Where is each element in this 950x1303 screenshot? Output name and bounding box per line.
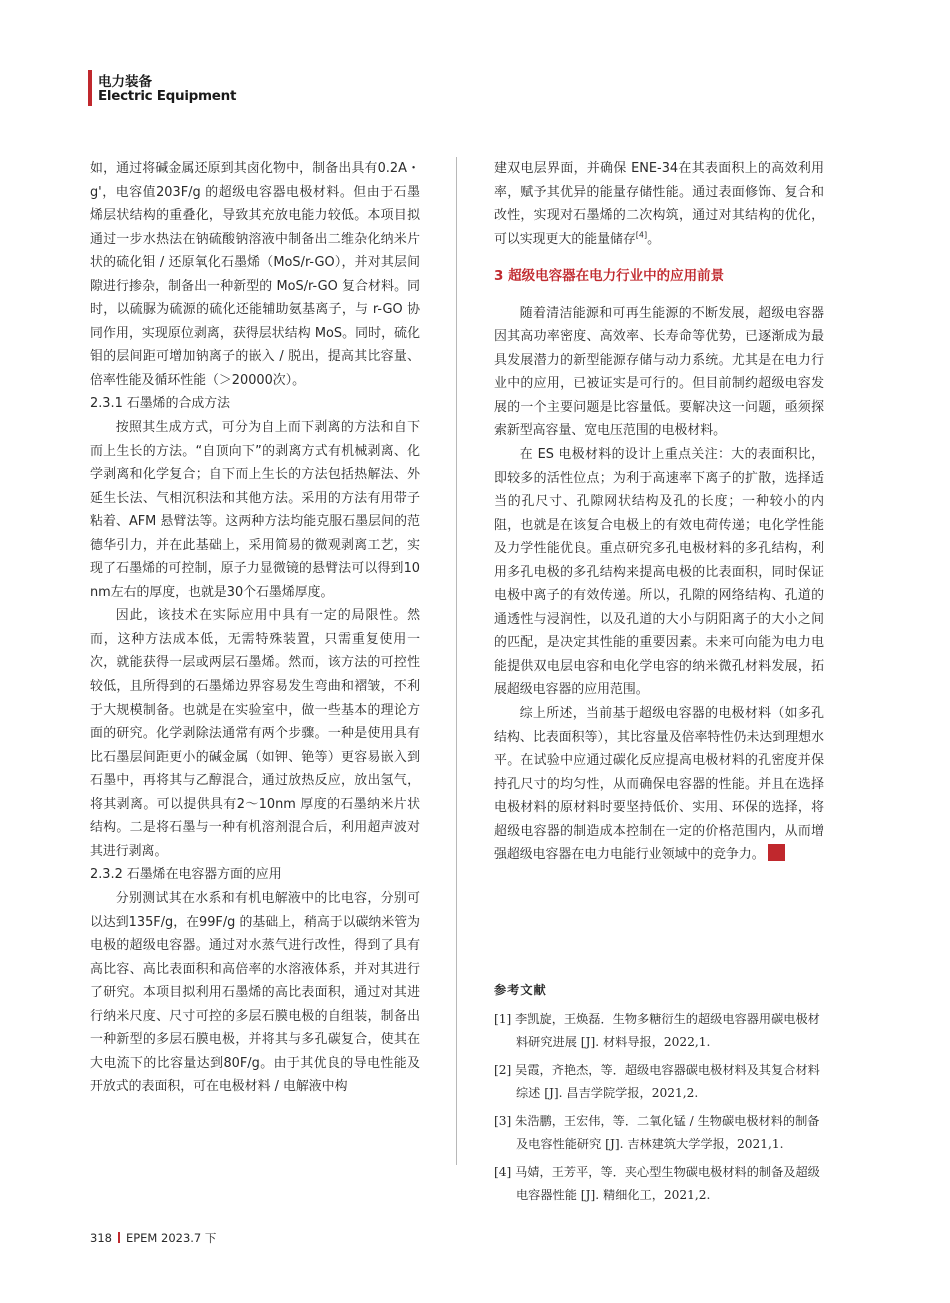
references — [494, 979, 830, 1212]
issue-label: EPEM 2023.7 下 — [125, 1231, 217, 1245]
right-paragraph-3: 在 ES 电极材料的设计上重点关注：大的表面积比，即较多的活性位点；为利于高速率下离子的扩散，选择适当的孔尺寸、孔隙网状结构及孔的长度；一种较小的内阻，也就是在该复合电极上的有效电荷传递；电化学性能及力学性能优良。重点研究多孔电极材料的多孔结构，利用多孔电极的多孔结构来提高电极的比表面积，同时保证电极中离子的有效传递。所以，孔隙的网络结构、孔道的通透性与浸润性，以及孔道的大小与阴阳离子的大小之间的匹配，是决定其性能的重要因素。未来可向能为电力电能提供双电层电容和电化学电容的纳米微孔材料发展，拓展超级电容器的应用范围。 — [494, 447, 824, 698]
subsection-2-3-1-heading: 2.3.1 石墨烯的合成方法 — [90, 396, 231, 412]
page-footer — [90, 1230, 216, 1246]
footer-separator — [118, 1232, 120, 1243]
reference-item: [4] 马婧，王芳平，等．夹心型生物碳电极材料的制备及超级电容器性能 [J]. 精细化工，2021,2. — [494, 1164, 820, 1202]
journal-title-cn: 电力装备 — [98, 74, 152, 90]
left-column — [90, 157, 420, 1099]
left-paragraph-4: 分别测试其在水系和有机电解液中的比电容，分别可以达到135F/g，在99F/g 的基础上，稍高于以碳纳米管为电极的超级电容器。通过对水蒸气进行改性，得到了具有高比容、高比表面积和高倍率的水溶液体系，并对其进行了研究。本项目拟利用石墨烯的高比表面积，通过对其进行纳米尺度、尺寸可控的多层石膜电极的自组装，制备出一种新型的多层石膜电极，并将其与多孔碳复合，使其在大电流下的比容量达到80F/g。由于其优良的导电性能及开放式的表面积，可在电极材料 / 电解液中构 — [90, 890, 420, 1095]
left-paragraph-3: 因此，该技术在实际应用中具有一定的局限性。然而，这种方法成本低，无需特殊装置，只需重复使用一次，就能获得一层或两层石墨烯。然而，该方法的可控性较低，且所得到的石墨烯边界容易发生弯曲和褶皱，不利于大规模制备。也就是在实验室中，做一些基本的理论方面的研究。化学剥除法通常有两个步骤。一种是使用具有比石墨层间距更小的碱金属（如钾、铯等）更容易嵌入到石墨中，再将其与乙醇混合，通过放热反应，放出氢气，将其剥离。可以提供具有2～10nm 厚度的石墨纳米片状结构。二是将石墨与一种有机溶剂混合后，利用超声波对其进行剥离。 — [90, 608, 420, 859]
journal-title-en: Electric Equipment — [98, 88, 237, 104]
subsection-2-3-2-heading: 2.3.2 石墨烯在电容器方面的应用 — [90, 867, 282, 883]
right-paragraph-4-text: 综上所述，当前基于超级电容器的电极材料（如多孔结构、比表面积等），其比容量及倍率特性仍未达到理想水平。在试验中应通过碳化反应提高电极材料的孔密度并保持孔尺寸的均匀性，从而确保电容器的性能。并且在选择电极材料的原材料时要坚持低价、实用、环保的选择，将超级电容器的制造成本控制在一定的价格范围内，从而增强超级电容器在电力电能行业领域中的竞争力。 — [494, 706, 824, 863]
right-paragraph-4 — [494, 702, 824, 867]
header-accent-bar — [88, 70, 92, 106]
right-paragraph-1-end: 。 — [647, 231, 661, 247]
references-title: 参考文献 — [494, 983, 547, 997]
right-paragraph-2: 随着清洁能源和可再生能源的不断发展，超级电容器因其高功率密度、高效率、长寿命等优势，已逐渐成为最具发展潜力的新型能源存储与动力系统。尤其是在电力行业中的应用，已被证实是可行的。但目前制约超级电容发展的一个主要问题是比容量低。要解决这一问题，亟须探索新型高容量、宽电压范围的电极材料。 — [494, 305, 824, 439]
section-3-heading: 3 超级电容器在电力行业中的应用前景 — [494, 268, 725, 285]
right-paragraph-1-text: 建双电层界面，并确保 ENE-34在其表面积上的高效利用率，赋予其优异的能量存储性能。通过表面修饰、复合和改性，实现对石墨烯的二次构筑，通过对其结构的优化，可以实现更大的能量储存 — [494, 161, 824, 247]
reference-item: [1] 李凯旋，王焕磊．生物多糖衍生的超级电容器用碳电极材料研究进展 [J]. 材料导报，2022,1. — [494, 1011, 820, 1049]
end-star-icon — [768, 844, 785, 861]
right-column — [494, 157, 824, 867]
reference-item: [2] 吴霞，齐艳杰，等．超级电容器碳电极材料及其复合材料综述 [J]. 昌吉学院学报，2021,2. — [494, 1062, 820, 1100]
citation-4: [4] — [635, 230, 648, 240]
right-paragraph-1 — [494, 157, 824, 251]
left-paragraph-1: 如，通过将碱金属还原到其卤化物中，制备出具有0.2A・g'，电容值203F/g 的超级电容器电极材料。但由于石墨烯层状结构的重叠化，导致其充放电能力较低。本项目拟通过一步水热法在钠硫酸钠溶液中制备出二维杂化纳米片状的硫化钼 / 还原氧化石墨烯（MoS/r-GO），并对其层间隙进行掺杂，制备出一种新型的 MoS/r-GO 复合材料。同时，以硫脲为硫源的硫化还能辅助氨基离子，与 r-GO 协同作用，实现原位剥离，获得层状结构 MoS。同时，硫化钼的层间距可增加钠离子的嵌入 / 脱出，提高其比容量、倍率性能及循环性能（＞20000次）。 — [90, 161, 420, 388]
reference-item: [3] 朱浩鹏，王宏伟，等．二氧化锰 / 生物碳电极材料的制备及电容性能研究 [J]. 吉林建筑大学学报，2021,1. — [494, 1113, 820, 1151]
left-paragraph-2: 按照其生成方式，可分为自上而下剥离的方法和自下而上生长的方法。“自顶向下”的剥离方式有机械剥离、化学剥离和化学复合；自下而上生长的方法包括热解法、外延生长法、气相沉积法和其他方法。采用的方法有用带子粘着、AFM 悬臂法等。这两种方法均能克服石墨层间的范德华引力，并在此基础上，采用简易的微观剥离工艺，实现了石墨烯的可控制，原子力显微镜的悬臂法可以得到10nm左右的厚度，也就是30个石墨烯厚度。 — [90, 420, 420, 600]
column-divider — [456, 157, 457, 1165]
page-number: 318 — [90, 1231, 112, 1245]
